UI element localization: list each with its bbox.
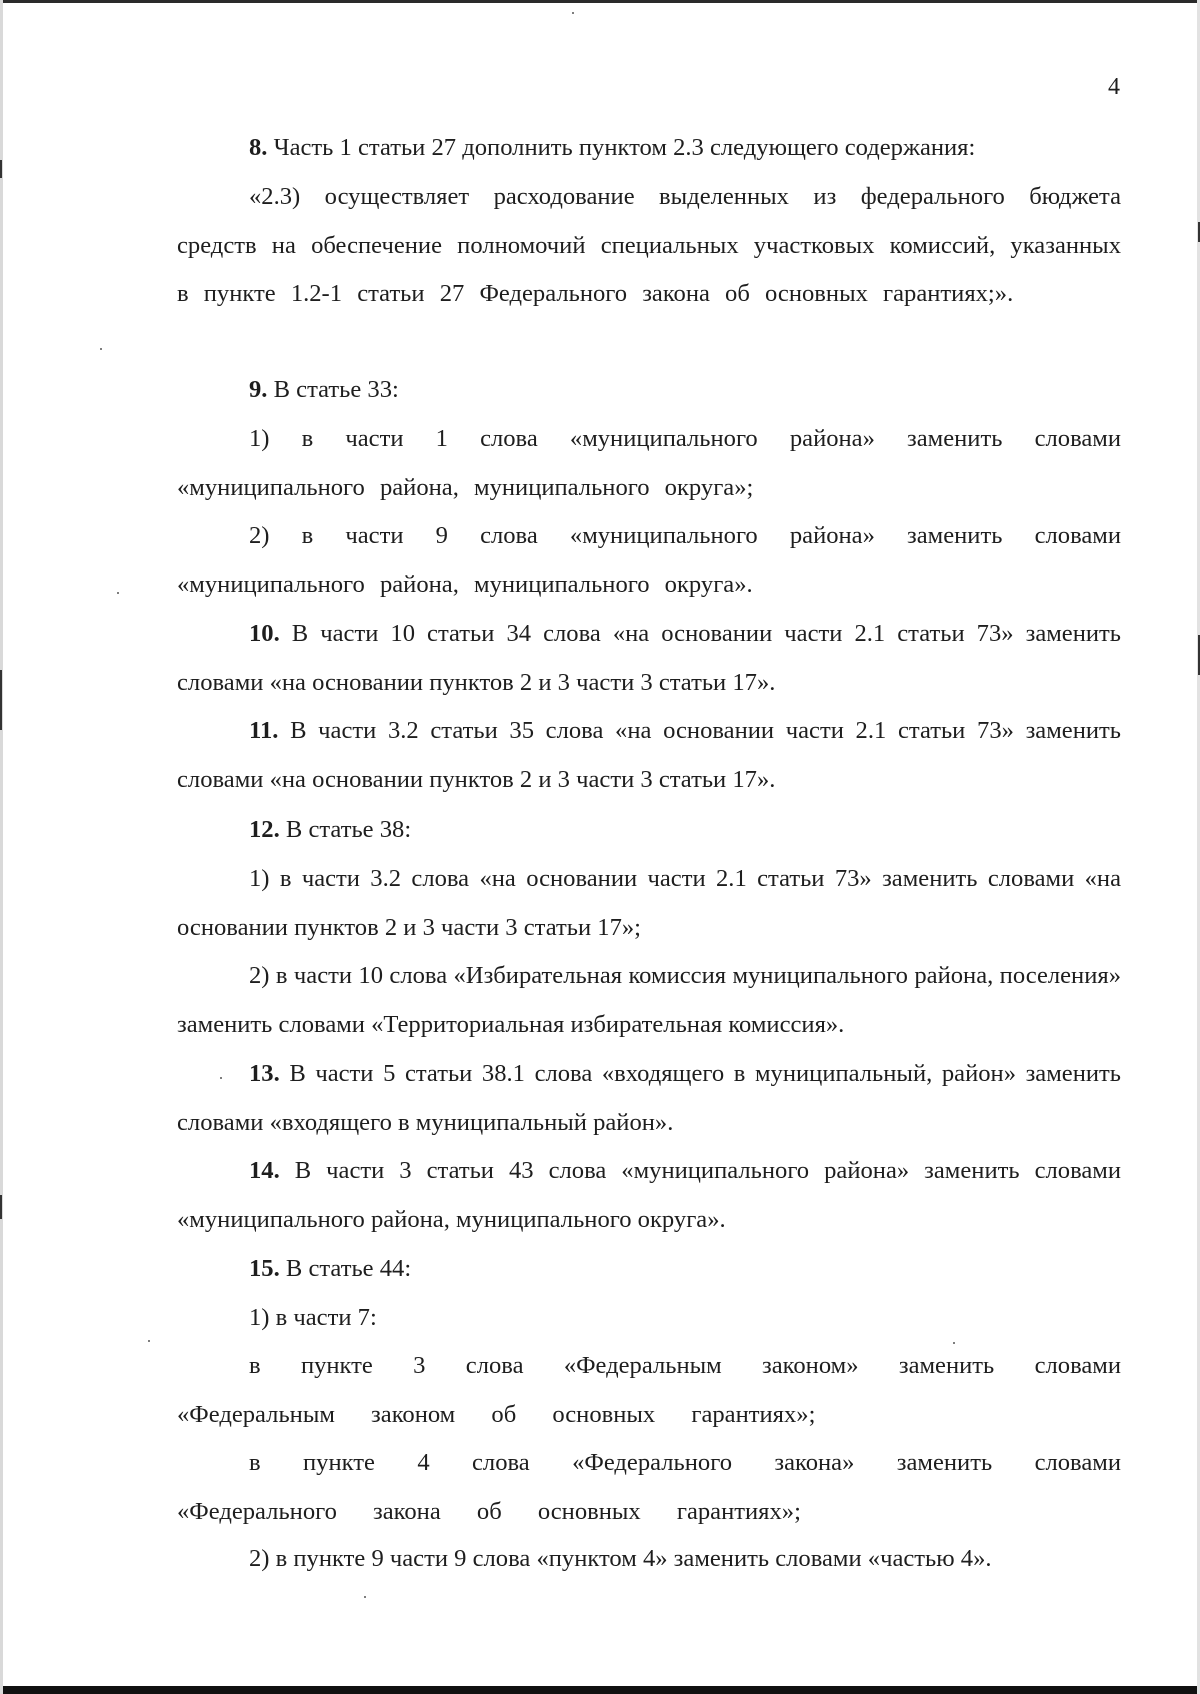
scan-left-edge	[0, 0, 3, 1694]
paragraph-item-9	[177, 366, 1121, 415]
paragraph-text: В части 3.2 статьи 35 слова «на основании части 2.1 статьи 73» заменить словами «на основании пунктов 2 и 3 части 3 статьи 17».	[177, 717, 1121, 793]
paragraph-point-2-3	[177, 173, 1121, 319]
paragraph-subitem	[177, 1535, 1121, 1584]
scan-edge-mark	[0, 1195, 2, 1219]
paragraph-text: в пункте 3 слова «Федеральным законом» заменить словами «Федеральным законом об основных гарантиях»;	[177, 1352, 1121, 1428]
paragraph-point-3	[177, 1342, 1121, 1439]
paragraph-subitem	[177, 855, 1121, 952]
scan-edge-mark	[0, 670, 2, 730]
paragraph-item-14	[177, 1147, 1121, 1244]
page-number: 4	[1108, 74, 1120, 100]
item-number: 8.	[249, 134, 268, 161]
paragraph-item-8	[177, 124, 1121, 173]
item-number: 15.	[249, 1255, 280, 1282]
paragraph-text: 2) в пункте 9 части 9 слова «пунктом 4» заменить словами «частью 4».	[249, 1545, 992, 1572]
paragraph-item-12	[177, 806, 1121, 855]
item-number: 11.	[249, 717, 279, 744]
paragraph-text: в пункте 4 слова «Федерального закона» заменить словами «Федерального закона об основных гарантиях»;	[177, 1449, 1121, 1525]
paragraph-text: В статье 38:	[279, 816, 412, 843]
item-number: 12.	[249, 816, 280, 843]
document-body	[177, 0, 1121, 1690]
paragraph-subitem	[177, 1294, 1121, 1343]
scan-speck	[117, 592, 119, 594]
paragraph-point-4	[177, 1439, 1121, 1536]
paragraph-text: В части 10 статьи 34 слова «на основании части 2.1 статьи 73» заменить словами «на основании пунктов 2 и 3 части 3 статьи 17».	[177, 620, 1121, 696]
paragraph-text: Часть 1 статьи 27 дополнить пунктом 2.3 следующего содержания:	[267, 134, 976, 161]
paragraph-subitem	[177, 952, 1121, 1049]
scan-speck	[100, 348, 102, 350]
paragraph-item-15	[177, 1245, 1121, 1294]
paragraph-text: 1) в части 7:	[249, 1304, 377, 1331]
paragraph-subitem	[177, 512, 1121, 609]
paragraph-text: 2) в части 9 слова «муниципального района» заменить словами «муниципального района, муниципального округа».	[177, 522, 1121, 598]
scan-edge-mark	[0, 160, 2, 178]
item-number: 14.	[249, 1157, 280, 1184]
paragraph-text: В статье 33:	[267, 376, 399, 403]
paragraph-text: В части 3 статьи 43 слова «муниципального района» заменить словами «муниципального района, муниципального округа».	[177, 1157, 1121, 1233]
paragraph-text: 2) в части 10 слова «Избирательная комиссия муниципального района, поселения» заменить словами «Территориальная избирательная комиссия».	[177, 962, 1121, 1038]
paragraph-text: В статье 44:	[279, 1255, 412, 1282]
paragraph-item-10	[177, 610, 1121, 707]
paragraph-text: 1) в части 1 слова «муниципального района» заменить словами «муниципального района, муниципального округа»;	[177, 425, 1121, 501]
paragraph-subitem	[177, 415, 1121, 512]
paragraph-item-13	[177, 1050, 1121, 1147]
paragraph-item-11	[177, 707, 1121, 804]
paragraph-text: 1) в части 3.2 слова «на основании части 2.1 статьи 73» заменить словами «на основании пунктов 2 и 3 части 3 статьи 17»;	[177, 865, 1121, 941]
paragraph-text: В части 5 статьи 38.1 слова «входящего в муниципальный, район» заменить словами «входящего в муниципальный район».	[177, 1060, 1121, 1136]
item-number: 9.	[249, 376, 268, 403]
scan-speck	[148, 1340, 150, 1342]
item-number: 10.	[249, 620, 280, 647]
paragraph-text: «2.3) осуществляет расходование выделенных из федерального бюджета средств на обеспечение полномочий специальных участковых комиссий, указанных в пункте 1.2-1 статьи 27 Федерального закона об основных гарантиях;».	[177, 183, 1121, 307]
item-number: 13.	[249, 1060, 280, 1087]
